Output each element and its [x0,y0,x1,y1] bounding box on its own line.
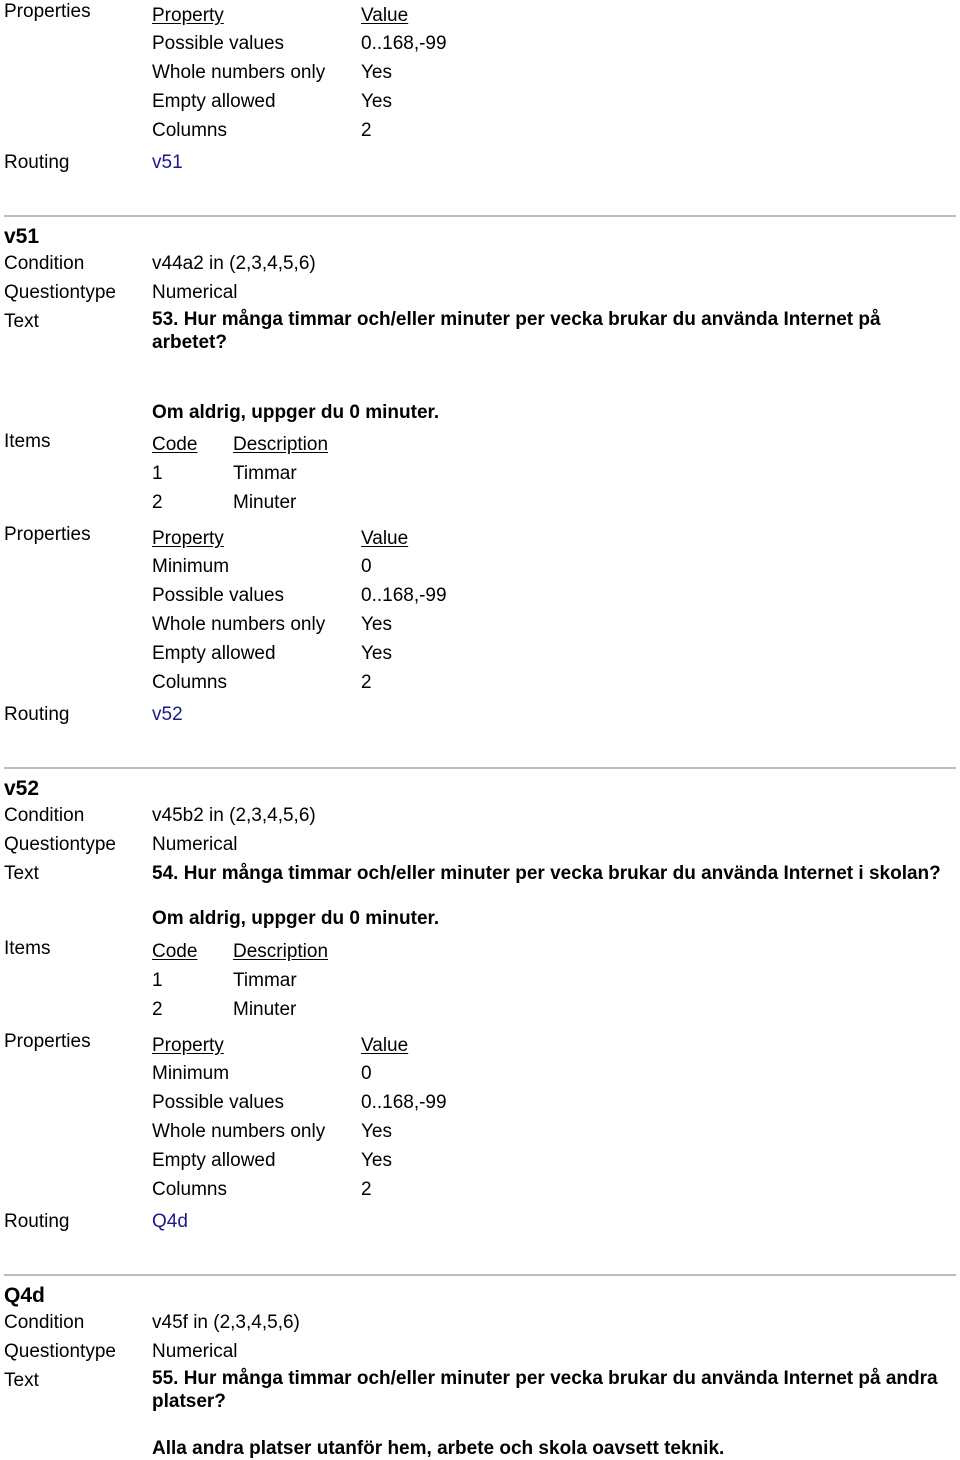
property-value: Yes [361,1150,392,1171]
value-header: Value [361,1035,409,1056]
question-text: 55. Hur många timmar och/eller minuter per vecka brukar du använda Internet på andra platser? [152,1368,938,1412]
question-id: v52 [4,777,40,800]
condition-label: Condition [4,805,85,826]
routing-link[interactable]: v52 [152,704,183,725]
property-value: Yes [361,62,392,83]
section-divider [4,767,956,769]
description-header: Description [233,941,329,962]
code-header: Code [152,941,198,962]
property-value: 2 [361,672,372,693]
text-label: Text [4,1370,39,1391]
condition-value: v44a2 in (2,3,4,5,6) [152,253,316,274]
items-label: Items [4,431,51,452]
property-value: 0 [361,1063,372,1084]
property-name: Minimum [152,1063,230,1084]
properties-label: Properties [4,1,91,22]
question-id: v51 [4,225,40,248]
question-text: 53. Hur många timmar och/eller minuter per vecka brukar du använda Internet på arbetet? [152,309,881,353]
property-value: 0 [361,556,372,577]
questiontype-label: Questiontype [4,1341,116,1362]
text-label: Text [4,863,39,884]
property-value: 0..168,-99 [361,1092,447,1113]
property-value: 2 [361,120,372,141]
property-value: Yes [361,614,392,635]
property-name: Possible values [152,585,285,606]
question-id: Q4d [4,1284,45,1307]
question-instruction: Om aldrig, uppger du 0 minuter. [152,908,440,929]
item-description: Minuter [233,999,297,1020]
property-name: Possible values [152,1092,285,1113]
questiontype-label: Questiontype [4,282,116,303]
item-description: Minuter [233,492,297,513]
condition-value: v45f in (2,3,4,5,6) [152,1312,300,1333]
section-divider [4,215,956,217]
property-name: Empty allowed [152,91,276,112]
property-name: Whole numbers only [152,62,326,83]
property-value: Yes [361,1121,392,1142]
questiontype-label: Questiontype [4,834,116,855]
item-code: 2 [152,492,163,513]
item-code: 2 [152,999,163,1020]
property-value: 0..168,-99 [361,585,447,606]
item-code: 1 [152,970,163,991]
properties-label: Properties [4,1031,91,1052]
property-name: Columns [152,672,227,693]
questiontype-value: Numerical [152,1341,238,1362]
routing-label: Routing [4,704,70,725]
question-text: 54. Hur många timmar och/eller minuter per vecka brukar du använda Internet i skolan? [152,863,941,884]
property-value: Yes [361,91,392,112]
property-name: Possible values [152,33,285,54]
questiontype-value: Numerical [152,834,238,855]
item-description: Timmar [233,463,297,484]
property-header: Property [152,5,224,26]
property-name: Whole numbers only [152,1121,326,1142]
question-instruction: Alla andra platser utanför hem, arbete och skola oavsett teknik. [152,1438,725,1459]
property-name: Whole numbers only [152,614,326,635]
property-name: Minimum [152,556,230,577]
value-header: Value [361,528,409,549]
questiontype-value: Numerical [152,282,238,303]
code-header: Code [152,434,198,455]
properties-label: Properties [4,524,91,545]
property-name: Columns [152,1179,227,1200]
condition-value: v45b2 in (2,3,4,5,6) [152,805,316,826]
routing-link[interactable]: Q4d [152,1211,188,1232]
description-header: Description [233,434,329,455]
property-value: 0..168,-99 [361,33,447,54]
property-value: 2 [361,1179,372,1200]
section-divider [4,1274,956,1276]
condition-label: Condition [4,1312,85,1333]
property-name: Columns [152,120,227,141]
property-name: Empty allowed [152,643,276,664]
routing-link[interactable]: v51 [152,152,183,173]
items-label: Items [4,938,51,959]
value-header: Value [361,5,409,26]
property-value: Yes [361,643,392,664]
routing-label: Routing [4,1211,70,1232]
condition-label: Condition [4,253,85,274]
property-header: Property [152,528,224,549]
property-header: Property [152,1035,224,1056]
text-label: Text [4,311,39,332]
routing-label: Routing [4,152,70,173]
question-instruction: Om aldrig, uppger du 0 minuter. [152,402,440,423]
item-code: 1 [152,463,163,484]
property-name: Empty allowed [152,1150,276,1171]
item-description: Timmar [233,970,297,991]
